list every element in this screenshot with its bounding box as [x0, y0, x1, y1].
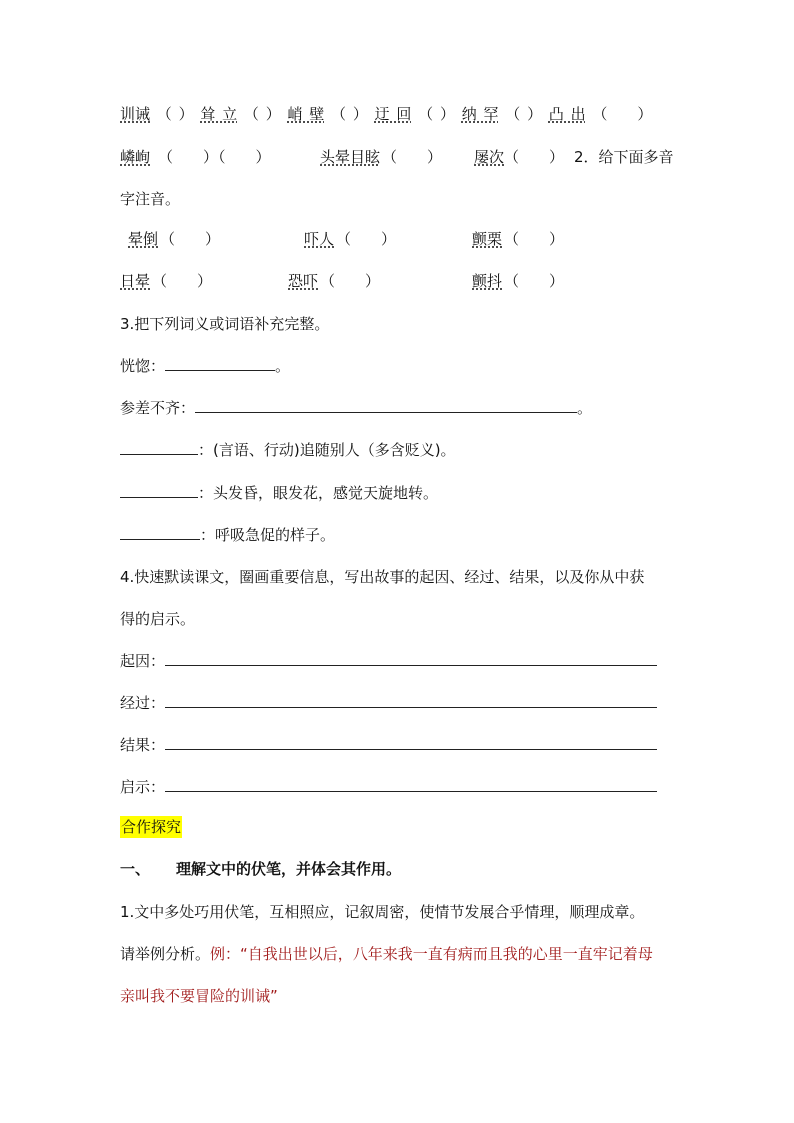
word-touyunmuxuan: 头晕目眩 — [320, 148, 381, 166]
definition-text: ：头发昏，眼发花，感觉天旋地转。 — [198, 484, 439, 502]
word-songli: 耸 立 — [200, 105, 238, 123]
answer-blank[interactable] — [195, 398, 577, 413]
question-2-label-cont: 字注音。 — [120, 190, 181, 208]
example-quote: 例：“自我出世以后，八年来我一直有病而且我的心里一直牢记着母 — [210, 945, 653, 963]
word-yuhui: 迂 回 — [374, 105, 412, 123]
question-2-label: 2．给下面多音 — [574, 148, 674, 166]
section-label — [120, 817, 182, 837]
field-label: 经过： — [120, 694, 166, 712]
definition-item-2: 参差不齐： 。 — [120, 399, 593, 417]
question-3-title: 3.把下列词义或词语补充完整。 — [120, 315, 330, 333]
answer-blank[interactable] — [165, 651, 657, 666]
story-process — [120, 693, 657, 713]
word-riyun: 日晕 — [120, 272, 151, 290]
story-insight — [120, 777, 657, 797]
field-label: 起因： — [120, 652, 166, 670]
blank-paren[interactable]: （ ） — [331, 105, 368, 123]
word-yundao: 晕倒 — [128, 230, 159, 248]
answer-blank[interactable] — [165, 777, 657, 792]
blank-paren[interactable]: （ ） — [505, 105, 543, 123]
answer-blank[interactable] — [165, 693, 657, 708]
heading-number: 一、 — [120, 860, 151, 878]
blank-paren[interactable]: （ ） — [418, 105, 455, 123]
field-label: 启示： — [120, 778, 166, 796]
blank-paren[interactable]: （ ） — [320, 272, 381, 290]
paragraph-1: 1.文中多处巧用伏笔，互相照应，记叙周密，使情节发展合乎情理，顺理成章。 — [120, 903, 645, 921]
paragraph-2 — [120, 944, 653, 964]
word-xunjie: 训诫 — [120, 105, 151, 123]
answer-blank[interactable] — [165, 356, 275, 371]
story-result — [120, 735, 657, 755]
word-qiaobi: 峭 壁 — [287, 105, 325, 123]
word-zhanli: 颤栗 — [472, 230, 503, 248]
definition-text: ：呼吸急促的样子。 — [200, 526, 336, 544]
blank-paren[interactable]: （ ） — [382, 148, 443, 166]
question-4-title: 4.快速默读课文，圈画重要信息，写出故事的起因、经过、结果，以及你从中获 — [120, 568, 645, 586]
definition-item-1: 恍惚： 。 — [120, 357, 291, 375]
instruction-text: 请举例分析。 — [120, 945, 211, 963]
blank-paren[interactable]: （ ） — [336, 230, 397, 248]
word-lvci: 屡次 — [474, 148, 505, 166]
blank-paren[interactable]: （ ） — [156, 105, 194, 123]
question-4-title-cont: 得的启示。 — [120, 610, 196, 628]
word-chandou: 颤抖 — [472, 272, 503, 290]
blank-paren[interactable]: （ ） — [504, 148, 565, 166]
blank-paren[interactable]: （ ）（ ） — [158, 148, 271, 166]
field-label: 结果： — [120, 736, 166, 754]
definition-text: ：(言语、行动)追随别人（多含贬义)。 — [198, 441, 456, 459]
blank-paren[interactable]: （ ） — [504, 272, 565, 290]
definition-item-4 — [120, 483, 438, 503]
pinyin-row-1 — [120, 104, 652, 124]
blank-paren[interactable]: （ ） — [243, 105, 281, 123]
word-linxun: 嶙峋 — [120, 148, 151, 166]
word-konghe: 恐吓 — [288, 272, 319, 290]
word-xiaren: 吓人 — [304, 230, 335, 248]
story-cause — [120, 651, 657, 671]
answer-blank[interactable] — [120, 440, 198, 455]
term-label: 恍惚： — [120, 357, 166, 375]
section-heading: 理解文中的伏笔，并体会其作用。 — [176, 860, 402, 878]
blank-paren[interactable]: （ ） — [160, 230, 221, 248]
blank-paren[interactable]: （ ） — [152, 272, 213, 290]
term-label: 参差不齐： — [120, 399, 196, 417]
definition-item-5 — [120, 525, 335, 545]
highlighted-section-title: 合作探究 — [121, 818, 182, 836]
example-quote-cont: 亲叫我不要冒险的训诫” — [120, 987, 278, 1005]
answer-blank[interactable] — [120, 483, 198, 498]
word-nahan: 纳 罕 — [461, 105, 499, 123]
answer-blank[interactable] — [120, 525, 200, 540]
blank-paren[interactable]: （ ） — [504, 230, 565, 248]
blank-paren[interactable]: （ ） — [592, 105, 653, 123]
word-tuchu: 凸 出 — [548, 105, 586, 123]
definition-item-3 — [120, 440, 456, 460]
answer-blank[interactable] — [165, 735, 657, 750]
